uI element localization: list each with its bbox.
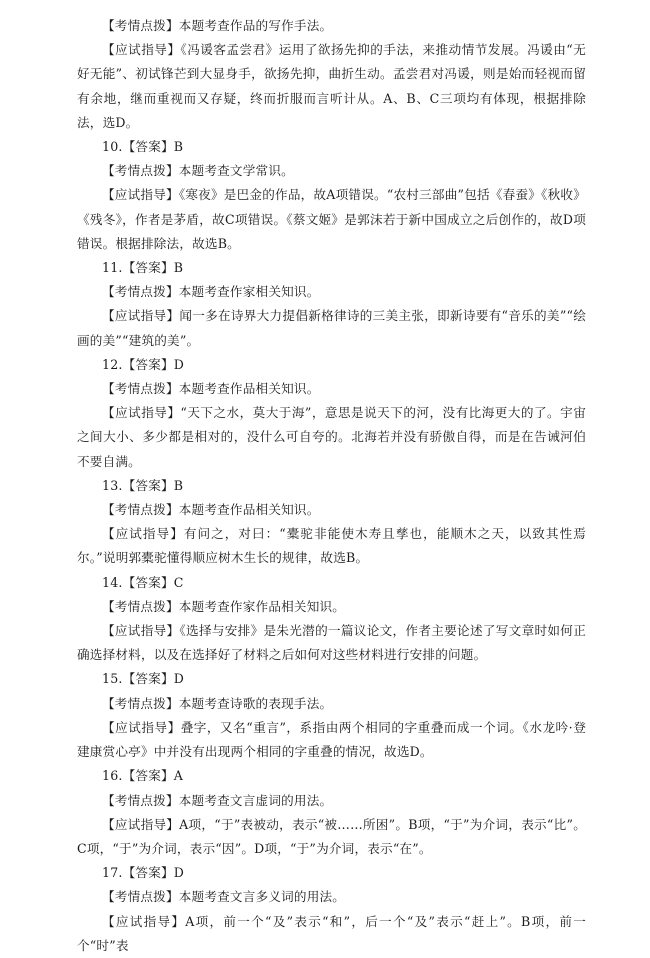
answer-13: 13.【答案】B — [102, 477, 184, 493]
paragraph-guide-16: 【应试指导】A项，“于”表被动，表示“被……所困”。B项，“于”为介词，表示“比”。C项，“于”为介词，表示“因”。D项，“于”为介词，表示“在”。 — [77, 816, 586, 856]
paragraph-guide-12: 【应试指导】“天下之水，莫大于海”，意思是说天下的河，没有比海更大的了。宇宙之间大小、多少都是相对的，没什么可自夸的。北海若并没有骄傲自得，而是在告诫河伯不要自满。 — [77, 405, 586, 469]
paragraph-hint-10: 【考情点拨】本题考查文学常识。 — [102, 163, 294, 179]
paragraph-hint-14: 【考情点拨】本题考查作家作品相关知识。 — [102, 598, 346, 614]
answer-14: 14.【答案】C — [102, 574, 184, 590]
paragraph-hint-1: 【考情点拨】本题考查作品的写作手法。 — [102, 18, 333, 33]
paragraph-hint-11: 【考情点拨】本题考查作家相关知识。 — [102, 284, 320, 300]
paragraph-guide-14: 【应试指导】《选择与安排》是朱光潜的一篇议论文，作者主要论述了写文章时如何正确选择材料，以及在选择好了材料之后如何对这些材料进行安排的问题。 — [77, 623, 586, 663]
answer-11: 11.【答案】B — [102, 260, 184, 276]
answer-10: 10.【答案】B — [102, 139, 184, 155]
answer-17: 17.【答案】D — [102, 865, 185, 881]
answer-16: 16.【答案】A — [102, 768, 184, 784]
paragraph-hint-15: 【考情点拨】本题考查诗歌的表现手法。 — [102, 695, 333, 711]
paragraph-guide-13: 【应试指导】有问之，对曰：“橐驼非能使木寿且孳也，能顺木之天，以致其性焉尔。”说明郭橐驼懂得顺应树木生长的规律，故选B。 — [77, 526, 586, 566]
paragraph-guide-11: 【应试指导】闻一多在诗界大力提倡新格律诗的三美主张，即新诗要有“音乐的美”“绘画的美”“建筑的美”。 — [77, 308, 586, 348]
paragraph-guide-17: 【应试指导】A项，前一个“及”表示“和”，后一个“及”表示“赶上”。B项，前一个“时”表 — [77, 913, 586, 953]
paragraph-guide-1: 【应试指导】《冯谖客孟尝君》运用了欲扬先抑的手法，来推动情节发展。冯谖由“无好无能”、初试锋芒到大显身手，欲扬先抑，曲折生动。孟尝君对冯谖，则是始而轻视而留有余地，继而重视而又存疑，终而折服而言听计从。A、B、C三项均有体现，根据排除法，选D。 — [77, 42, 586, 130]
paragraph-guide-10: 【应试指导】《寒夜》是巴金的作品，故A项错误。“农村三部曲”包括《春蚕》《秋收》《残冬》，作者是茅盾，故C项错误。《蔡文姬》是郭沫若于新中国成立之后创作的，故D项错误。根据排除法，故选B。 — [77, 187, 586, 251]
paragraph-hint-13: 【考情点拨】本题考查作品相关知识。 — [102, 502, 320, 518]
answer-12: 12.【答案】D — [102, 356, 185, 372]
paragraph-hint-17: 【考情点拨】本题考查文言多义词的用法。 — [102, 889, 346, 905]
paragraph-hint-12: 【考情点拨】本题考查作品相关知识。 — [102, 381, 320, 397]
paragraph-guide-15: 【应试指导】叠字，又名“重言”，系指由两个相同的字重叠而成一个词。《水龙吟·登建康赏心亭》中并没有出现两个相同的字重叠的情况，故选D。 — [77, 719, 586, 760]
answer-15: 15.【答案】D — [102, 671, 185, 687]
paragraph-hint-16: 【考情点拨】本题考查文言虚词的用法。 — [102, 792, 333, 808]
